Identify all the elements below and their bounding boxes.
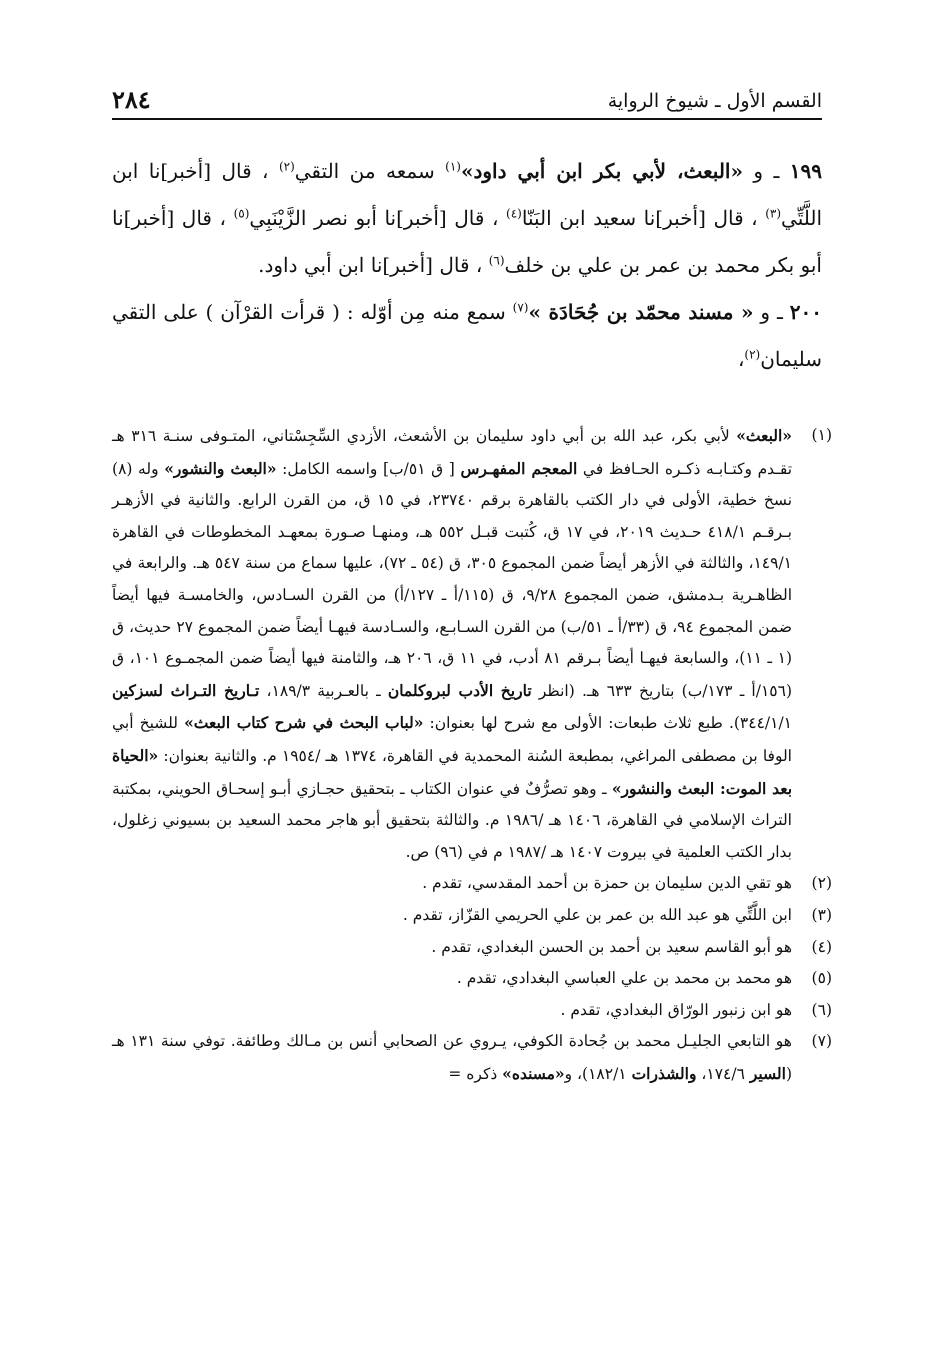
book-title: «البعث، لأبي بكر ابن أبي داود» — [460, 159, 743, 183]
entry-text: ، قال [أخبر]نا ابن أبي داود. — [258, 253, 489, 277]
entry-text: ، — [737, 347, 745, 371]
entry-text: ، قال [أخبر]نا أبو نصر الزَّيْنَبِي — [249, 206, 507, 230]
footnote-run: ذكره = — [448, 1064, 503, 1083]
footnote-number: (٥) — [811, 969, 832, 988]
footnote-ref: (٦) — [488, 253, 505, 268]
entry-text: ـ و — [753, 300, 790, 324]
footnote-text — [112, 995, 792, 1027]
footnote-text — [112, 1026, 792, 1090]
entry-text: ، قال [أخبر]نا سعيد ابن البَنّا — [521, 206, 766, 230]
footnote-run: وله (٨) نسخ خطية، الأولى في دار الكتب بالقاهرة برقم ٢٣٧٤٠، في ١٥ ق، من القرن الرابع. والثانية في الأزهـر بـرقـم ٤١٨/١ حـديث ٢٠١٩، في ١٧ ق، كُتبت قبـل ٥٥٢ هـ، ومنهـا صـورة بمعهـد المخطوطات في القاهرة ١٤٩/١، والثالثة في الأزهر أيضاً ضمن المجموع ٣٠٥، ق (٥٤ ـ ٧٢)، عليها سماع من سنة ٥٤٧ هـ. والرابعة في الظاهـرية بـدمشق، ضمن المجموع ٩/٢٨، ق (١١٥/أ ـ ١٢٧/أ) من القرن السـادس، والخامسـة فيها أيضاً ضمن المجموع ٩٤، ق (٣٣/أ ـ ٥١/ب) من القرن السـابـع، والسـادسة فيهـا أيضاً ضمن المجموع ٢٧ حديث، ق (١ ـ ١١)، والسابعة فيهـا أيضاً بـرقم ٨١ أدب، في ١١ ق، ٢٠٦ هـ، والثامنة فيها أيضاً ضمن المجمـوع ١٠١، ق (١٥٦/أ ـ ١٧٣/ب) بتاريخ ٦٣٣ هـ. (انظر — [112, 459, 793, 700]
entry-text: ـ و — [742, 159, 790, 183]
running-title: القسم الأول ـ شيوخ الرواية — [607, 90, 822, 112]
footnote-ref: (٧) — [512, 300, 529, 315]
bold-reference: المعجم المفهـرس — [460, 458, 578, 478]
footnote-number: (٦) — [811, 1000, 832, 1019]
footnote — [112, 1026, 832, 1090]
footnote-text — [112, 963, 792, 995]
footnote-number: (٧) — [811, 1032, 832, 1051]
entry-text: ، قال [أخبر]نا أبو بكر محمد بن عمر بن علي بن خلف — [112, 206, 822, 277]
footnote-run: هو التابعي الجليـل محمد بن جُحادة الكوفي، يـروي عن الصحابي أنس بن مـالك وطائفة. توفي سنة ١٣١ هـ ( — [112, 1032, 792, 1083]
entry-number: ٢٠٠ — [789, 300, 822, 324]
footnote-text — [112, 868, 792, 900]
main-text — [112, 148, 822, 383]
footnote-run: ١٧٤/٦، — [696, 1064, 750, 1083]
page-header — [112, 78, 822, 120]
footnote-run: هو محمد بن محمد بن علي العباسي البغدادي، تقدم . — [456, 969, 792, 988]
footnote-text — [112, 900, 792, 932]
footnote-text — [112, 420, 792, 868]
bold-reference: «مسنده» — [502, 1063, 565, 1083]
footnote-number: (٣) — [811, 905, 832, 924]
bold-reference: تـاريخ التـراث لسزكين — [112, 680, 260, 700]
page-number: ٢٨٤ — [112, 85, 151, 114]
footnote-run: هو تقي الدين سليمان بن حمزة بن أحمد المقدسي، تقدم . — [422, 874, 792, 893]
footnote-run: ـ وهو تصرُّفٌ في عنوان الكتاب ـ بتحقيق حجـازي أبـو إسحـاق الحويني، بمكتبة التراث الإسلامي في القاهرة، ١٤٠٦ هـ /١٩٨٦ م. والثالثة بتحقيق أبو هاجر محمد السعيد بن بسيوني زغلول، بدار الكتب العلمية في بيروت ١٤٠٧ هـ /١٩٨٧ م في (٩٦) ص. — [112, 779, 792, 861]
footnotes — [112, 420, 832, 1090]
bold-reference: «البعث والنشور» — [164, 458, 277, 478]
footnote — [112, 900, 832, 932]
footnote-number: (٤) — [811, 937, 832, 956]
entry-number: ١٩٩ — [789, 159, 822, 183]
bold-reference: والشذرات — [631, 1063, 697, 1083]
footnote-ref: (٣) — [765, 206, 782, 221]
footnote-ref: (٢) — [744, 347, 761, 362]
footnote-run: ـ بالعـربية ١٨٩/٣، — [259, 681, 388, 700]
bold-reference: «لباب البحث في شرح كتاب البعث» — [184, 713, 424, 733]
footnote — [112, 932, 832, 964]
footnote-ref: (١) — [445, 159, 461, 174]
footnote-run: [ ق ٥١/ب] واسمه الكامل: — [276, 459, 461, 478]
entry-199 — [112, 148, 822, 289]
footnote-ref: (٥) — [233, 206, 250, 221]
entry-text: ، قال [أخبر]نا ابن اللَّتِّي — [112, 159, 823, 230]
footnote — [112, 868, 832, 900]
footnote-run: للشيخ أبي الوفا بن مصطفى المراغي، بمطبعة السُنة المحمدية في القاهرة، ١٣٧٤ هـ /١٩٥٤ م. والثانية بعنوان: — [112, 714, 792, 765]
footnote — [112, 963, 832, 995]
bold-reference: «الحياة بعد الموت: البعث والنشور» — [112, 745, 793, 798]
footnote-run: هو ابن زنبور الورّاق البغدادي، تقدم . — [560, 1000, 792, 1019]
entry-200 — [112, 289, 822, 383]
footnote-run: ١٨٢/١)، و — [564, 1064, 632, 1083]
footnote — [112, 420, 832, 868]
footnote-run: ٣٤٤/١/١). طبع ثلاث طبعات: الأولى مع شرح لها بعنوان: — [423, 714, 792, 733]
footnote — [112, 995, 832, 1027]
footnote-number: (٢) — [811, 874, 832, 893]
footnote-ref: (٢) — [278, 159, 295, 174]
book-title: « مسند محمّد بن جُحَادَة » — [528, 300, 754, 324]
footnote-ref: (٤) — [506, 206, 522, 221]
footnote-text — [112, 932, 792, 964]
footnote-run: هو أبو القاسم سعيد بن أحمد بن الحسن البغدادي، تقدم . — [431, 937, 792, 956]
footnote-run: ابن اللَّتِّي هو عبد الله بن عمر بن علي الحريمي القزّاز، تقدم . — [402, 905, 792, 924]
footnote-run: لأبي بكر، عبد الله بن أبي داود سليمان بن الأشعث، الأزدي السِّجِسْتاني، المتـوفى سنـة ٣١٦ هـ تقـدم وكتـابـه ذكـره الحـافظ في — [112, 427, 793, 478]
bold-reference: «البعث» — [736, 426, 792, 445]
bold-reference: السير — [749, 1063, 786, 1083]
entry-text: سمع منه مِن أوّله : ( قرأت القرْآن ) على التقي سليمان — [112, 300, 822, 371]
footnote-number: (١) — [811, 426, 832, 444]
entry-text: سمعه من التقي — [294, 159, 446, 183]
bold-reference: تاريخ الأدب لبروكلمان — [387, 680, 532, 700]
